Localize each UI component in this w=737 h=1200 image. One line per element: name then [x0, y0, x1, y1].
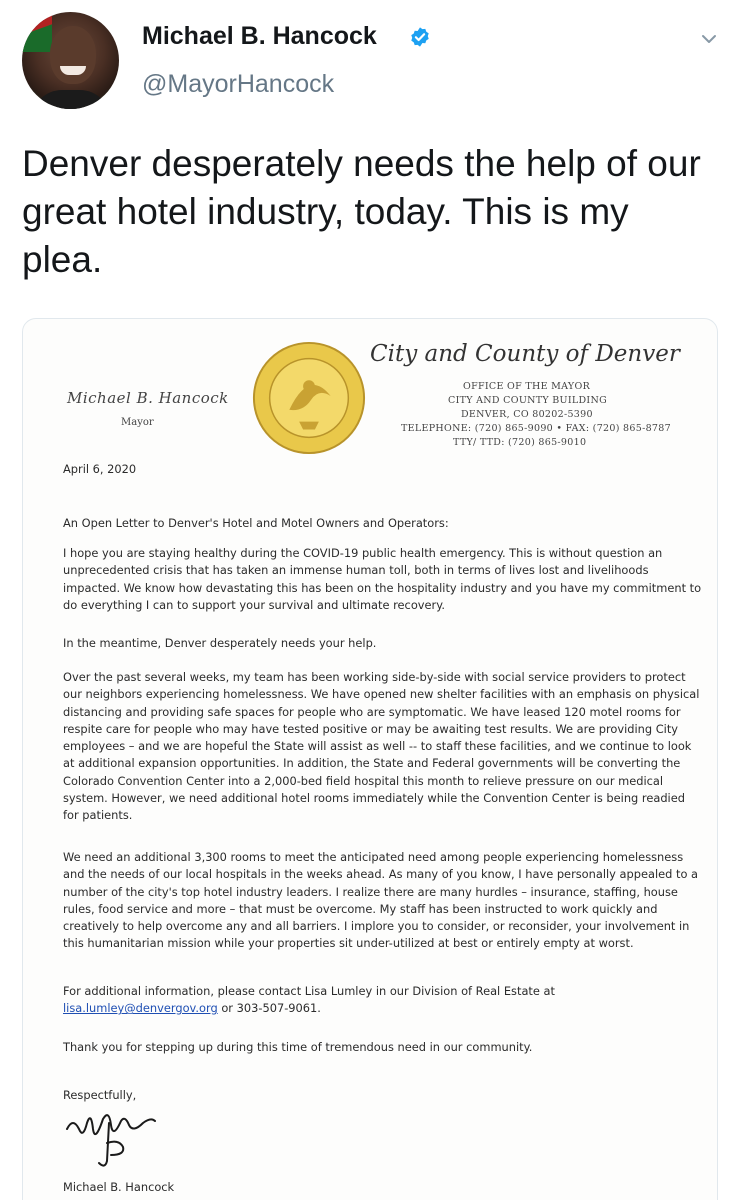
- org-name: City and County of Denver: [370, 341, 680, 367]
- letter-closing: Respectfully,: [63, 1088, 137, 1102]
- mayor-title: Mayor: [121, 417, 154, 428]
- contact-intro: For additional information, please contact Lisa Lumley in our Division of Real Estate at: [63, 984, 555, 998]
- handwritten-signature-icon: [63, 1099, 159, 1171]
- letter-thanks: Thank you for stepping up during this time of tremendous need in our community.: [63, 1040, 533, 1054]
- verified-badge-icon: [409, 26, 431, 48]
- chevron-down-icon[interactable]: [700, 30, 718, 48]
- city-seal-icon: [250, 339, 368, 457]
- avatar-shirt: [32, 90, 110, 109]
- contact-email-link[interactable]: lisa.lumley@denvergov.org: [63, 1001, 218, 1016]
- letter-paragraph: We need an additional 3,300 rooms to meet the anticipated need among people experiencing homelessness and the needs of our local hospitals in the weeks ahead. As many of you know, I have personally appealed to a number of the city's top hotel industry leaders. I realize there are many hurdles – insurance, staffing, house rules, food service and more – that must be overcome. My staff has been instructed to work quickly and creatively to help overcome any and all barriers. I implore you to consider, or reconsider, your involvement in this humanitarian mission while your properties sit under-utilized at best or entirely empty at worst.: [63, 850, 699, 951]
- tweet-media-image[interactable]: [22, 318, 718, 1200]
- contact-phone: or 303-507-9061.: [217, 1001, 321, 1016]
- letter-salutation: An Open Letter to Denver's Hotel and Motel Owners and Operators:: [63, 516, 449, 530]
- letter-signer: Michael B. Hancock: [63, 1180, 175, 1194]
- office-line: DENVER, CO 80202-5390: [461, 409, 593, 420]
- letter-paragraph: In the meantime, Denver desperately needs your help.: [63, 636, 377, 650]
- mayor-letterhead-signature: Michael B. Hancock: [67, 389, 229, 407]
- letter-paragraph: I hope you are staying healthy during the COVID-19 public health emergency. This is without question an unprecedented crisis that has taken an immense human toll, both in terms of lives lost and livelihoods impacted. We know how devastating this has been on the hospitality industry and you have my commitment to do everything I can to support your survival and ultimate recovery.: [63, 546, 702, 612]
- office-line: OFFICE OF THE MAYOR: [463, 381, 591, 392]
- letter-document: [23, 319, 718, 1200]
- avatar[interactable]: [22, 12, 119, 109]
- letter-contact: [63, 983, 703, 1018]
- tweet-text: Denver desperately needs the help of our great hotel industry, today. This is my plea.: [22, 143, 701, 280]
- letter-date: April 6, 2020: [63, 462, 137, 476]
- letter-paragraph: Over the past several weeks, my team has been working side-by-side with social service providers to protect our neighbors experiencing homelessness. We have opened new shelter facilities with an emphasis on physical distancing and providing safe spaces for people who are symptomatic. We have leased 120 motel rooms for respite care for people who may have tested positive or may be awaiting test results. We are providing City employees – and we are hopeful the State will assist as well -- to staff these facilities, and we continue to look at additional expansion opportunities. In addition, the State and Federal governments will be converting the Colorado Convention Center into a 2,000-bed field hospital this month to relieve pressure on our medical system. However, we need additional hotel rooms immediately while the Convention Center is being readied for patients.: [63, 670, 700, 823]
- office-line: TELEPHONE: (720) 865-9090 • FAX: (720) 865-8787: [401, 423, 671, 434]
- office-line: TTY/ TTD: (720) 865-9010: [453, 437, 587, 448]
- avatar-face: [50, 26, 96, 84]
- display-name[interactable]: Michael B. Hancock: [142, 22, 377, 50]
- user-handle[interactable]: @MayorHancock: [142, 70, 335, 98]
- tweet-header: [0, 0, 737, 120]
- office-line: CITY AND COUNTY BUILDING: [448, 395, 607, 406]
- flag-graphic: [22, 12, 52, 52]
